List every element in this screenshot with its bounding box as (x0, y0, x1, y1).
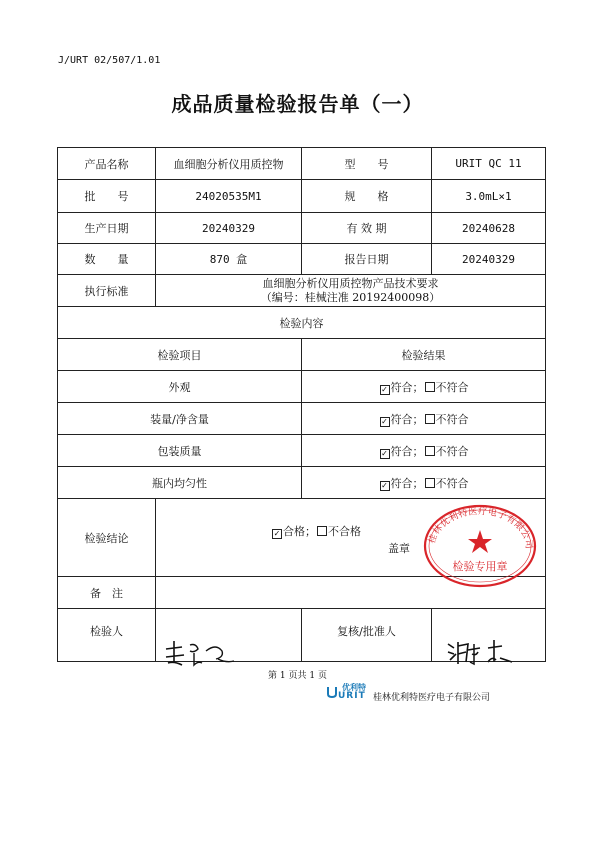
qualified-label: 合格； (283, 525, 316, 538)
model-label: 型 号 (302, 148, 432, 180)
report-date-label: 报告日期 (302, 244, 432, 275)
conclusion-label: 检验结论 (58, 499, 156, 577)
spec-label: 规 格 (302, 180, 432, 213)
fail-label: 不符合 (435, 412, 469, 426)
stamp-arc-text: 桂林优利特医疗电子有限公司 (427, 506, 534, 550)
row-inspection-header (58, 339, 546, 371)
spec-value: 3.0mL×1 (432, 180, 546, 213)
pass-checkbox[interactable]: ✓ (381, 480, 388, 490)
expiry-label: 有 效 期 (302, 213, 432, 244)
company-name: 桂林优利特医疗电子有限公司 (373, 693, 491, 703)
qualified-checkbox[interactable]: ✓ (273, 529, 281, 538)
inspection-result (302, 435, 546, 467)
quantity-label: 数 量 (58, 244, 156, 275)
row-dates (58, 213, 546, 244)
company-logo (326, 682, 370, 702)
inspection-item-name: 瓶内均匀性 (58, 467, 302, 499)
inspection-result (302, 467, 546, 499)
inspection-item-name: 包装质量 (58, 435, 302, 467)
inspection-item-name: 装量/净含量 (58, 403, 302, 435)
reviewer-signature (444, 636, 516, 668)
inspection-result (302, 403, 546, 435)
pass-checkbox[interactable]: ✓ (381, 416, 388, 426)
fail-label: 不符合 (435, 476, 469, 490)
inspection-row (58, 403, 546, 435)
seal-label: 盖章 (388, 542, 410, 555)
pass-label: 符合； (390, 444, 424, 458)
expiry-value: 20240628 (432, 213, 546, 244)
fail-checkbox[interactable] (425, 382, 435, 392)
inspection-row (58, 435, 546, 467)
pass-label: 符合； (390, 476, 424, 490)
batch-value: 24020535M1 (156, 180, 302, 213)
urit-logo-icon (326, 685, 338, 699)
report-date-value: 20240329 (432, 244, 546, 275)
standard-value (156, 275, 546, 307)
standard-line-2: （编号：桂械注准 20192400098） (260, 290, 441, 304)
report-title: 成品质量检验报告单（一） (171, 92, 424, 116)
fail-label: 不符合 (435, 380, 469, 394)
inspector-label: 检验人 (58, 609, 156, 662)
model-value: URIT QC 11 (432, 148, 546, 180)
inspector-signature (160, 635, 240, 671)
pass-checkbox[interactable]: ✓ (381, 448, 388, 458)
product-name-label: 产品名称 (58, 148, 156, 180)
page-number: 第 1 页共 1 页 (268, 671, 327, 681)
document-number: J/URT 02/507/1.01 (58, 55, 161, 66)
inspection-row (58, 467, 546, 499)
pass-label: 符合； (390, 412, 424, 426)
row-quantity (58, 244, 546, 275)
production-date-label: 生产日期 (58, 213, 156, 244)
logo-chinese-text: 优利特 (342, 683, 366, 692)
logo-english-text: URIT (338, 691, 366, 701)
remarks-label: 备 注 (58, 577, 156, 609)
standard-label: 执行标准 (58, 275, 156, 307)
standard-line-1: 血细胞分析仪用质控物产品技术要求 (262, 276, 439, 290)
stamp-star-icon (468, 530, 492, 553)
pass-checkbox[interactable]: ✓ (381, 384, 388, 394)
inspection-result-header: 检验结果 (302, 339, 546, 371)
fail-checkbox[interactable] (425, 414, 435, 424)
production-date-value: 20240329 (156, 213, 302, 244)
stamp-bottom-text: 检验专用章 (452, 560, 508, 573)
row-product (58, 148, 546, 180)
inspection-item-header: 检验项目 (58, 339, 302, 371)
inspection-row (58, 371, 546, 403)
inspection-result (302, 371, 546, 403)
product-name-value: 血细胞分析仪用质控物 (156, 148, 302, 180)
pass-label: 符合； (390, 380, 424, 394)
inspection-section-title: 检验内容 (58, 307, 546, 339)
reviewer-label: 复核/批准人 (302, 609, 432, 662)
batch-label: 批 号 (58, 180, 156, 213)
inspection-item-name: 外观 (58, 371, 302, 403)
quantity-value: 870 盒 (156, 244, 302, 275)
unqualified-checkbox[interactable] (317, 526, 327, 536)
row-section-title (58, 307, 546, 339)
fail-checkbox[interactable] (425, 446, 435, 456)
row-batch (58, 180, 546, 213)
fail-label: 不符合 (435, 444, 469, 458)
inspection-stamp (420, 500, 540, 590)
unqualified-label: 不合格 (328, 525, 361, 538)
row-standard (58, 275, 546, 307)
fail-checkbox[interactable] (425, 478, 435, 488)
